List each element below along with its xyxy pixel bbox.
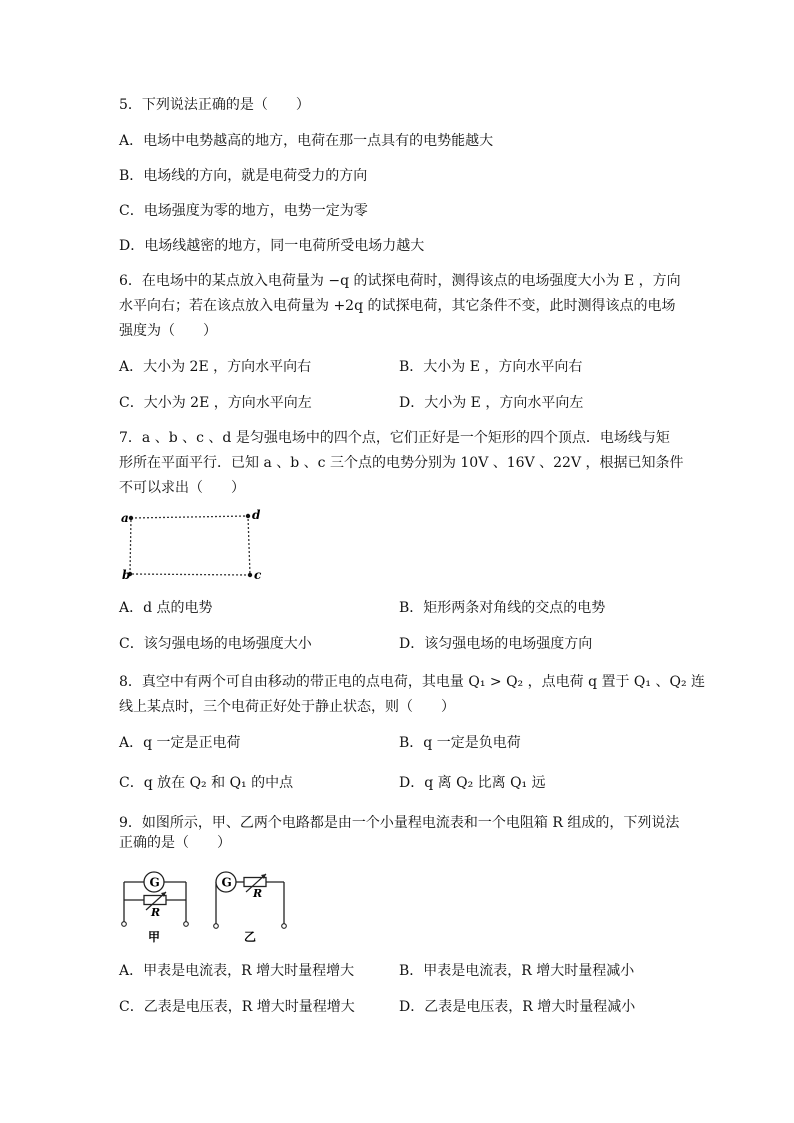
question-7-stem-line-2: 形所在平面平行．已知 a 、b 、c 三个点的电势分别为 10V 、16V 、22V ，根据已知条件 xyxy=(119,455,684,471)
question-9-option-b: B．甲表是电流表，R 增大时量程减小 xyxy=(399,963,635,979)
question-7-stem-line-3: 不可以求出（ ） xyxy=(119,480,245,496)
galvanometer-label: G xyxy=(221,875,232,890)
question-6-option-c: C．大小为 2E ，方向水平向左 xyxy=(119,395,312,411)
question-7-stem-line-1: 7．a 、b 、c 、d 是匀强电场中的四个点，它们正好是一个矩形的四个顶点．电场线与矩 xyxy=(119,430,670,446)
circuit-yi-label: 乙 xyxy=(244,930,257,944)
point-c xyxy=(248,573,252,577)
question-7-option-a: A．d 点的电势 xyxy=(119,600,213,616)
terminal-icon xyxy=(214,924,219,929)
resistor-label: R xyxy=(151,906,161,919)
question-6-option-d: D．大小为 E ，方向水平向左 xyxy=(399,395,584,411)
question-9-option-d: D．乙表是电压表，R 增大时量程减小 xyxy=(399,999,636,1015)
resistor-box-icon xyxy=(144,896,166,905)
question-6-option-b: B．大小为 E ，方向水平向右 xyxy=(399,359,583,375)
label-c: c xyxy=(254,568,262,582)
question-9-option-a: A．甲表是电流表，R 增大时量程增大 xyxy=(119,963,355,979)
circuit-figure xyxy=(116,866,296,948)
question-7-option-d: D．该匀强电场的电场强度方向 xyxy=(399,636,593,652)
question-7-option-c: C．该匀强电场的电场强度大小 xyxy=(119,636,312,652)
question-8-stem-line-1: 8．真空中有两个可自由移动的带正电的点电荷，其电量 Q₁ > Q₂ ，点电荷 q 置于 Q₁ 、Q₂ 连 xyxy=(119,674,706,690)
question-6-stem-line-3: 强度为（ ） xyxy=(119,323,217,339)
terminal-icon xyxy=(184,922,189,927)
circuit-yi xyxy=(214,872,287,944)
resistor-label: R xyxy=(253,887,263,900)
resistor-box-icon xyxy=(244,878,266,887)
question-8-option-a: A．q 一定是正电荷 xyxy=(119,735,241,751)
question-5-stem: 5．下列说法正确的是（ ） xyxy=(119,97,310,113)
terminal-icon xyxy=(122,922,127,927)
rectangle-figure xyxy=(118,506,268,582)
question-8-option-b: B．q 一定是负电荷 xyxy=(399,735,521,751)
label-a: a xyxy=(121,511,129,525)
question-6-stem-line-2: 水平向右；若在该点放入电荷量为 +2q 的试探电荷，其它条件不变，此时测得该点的电场 xyxy=(119,298,676,314)
question-5-option-a: A．电场中电势越高的地方，电荷在那一点具有的电势能越大 xyxy=(119,133,494,149)
rectangle-outline xyxy=(130,516,250,575)
point-d xyxy=(246,514,250,518)
label-b: b xyxy=(122,568,131,582)
terminal-icon xyxy=(282,924,287,929)
question-8-option-d: D．q 离 Q₂ 比离 Q₁ 远 xyxy=(399,775,546,791)
question-5-option-b: B．电场线的方向，就是电荷受力的方向 xyxy=(119,168,368,184)
question-8-stem-line-2: 线上某点时，三个电荷正好处于静止状态，则（ ） xyxy=(119,699,455,715)
point-a xyxy=(129,516,133,520)
question-8-option-c: C．q 放在 Q₂ 和 Q₁ 的中点 xyxy=(119,775,294,791)
question-6-stem-line-1: 6．在电场中的某点放入电荷量为 −q 的试探电荷时，测得该点的电场强度大小为 E ，方向 xyxy=(119,273,681,289)
question-9-option-c: C．乙表是电压表，R 增大时量程增大 xyxy=(119,999,355,1015)
circuit-jia xyxy=(122,872,189,944)
question-9-stem-line-1: 9．如图所示，甲、乙两个电路都是由一个小量程电流表和一个电阻箱 R 组成的，下列说法 xyxy=(119,815,680,831)
question-7-option-b: B．矩形两条对角线的交点的电势 xyxy=(399,600,606,616)
question-9-stem-line-2: 正确的是（ ） xyxy=(119,835,231,851)
question-6-option-a: A．大小为 2E ，方向水平向右 xyxy=(119,359,312,375)
galvanometer-label: G xyxy=(149,875,160,890)
circuit-jia-label: 甲 xyxy=(148,930,161,944)
label-d: d xyxy=(252,508,261,522)
question-5-option-c: C．电场强度为零的地方，电势一定为零 xyxy=(119,203,368,219)
question-5-option-d: D．电场线越密的地方，同一电荷所受电场力越大 xyxy=(119,238,425,254)
